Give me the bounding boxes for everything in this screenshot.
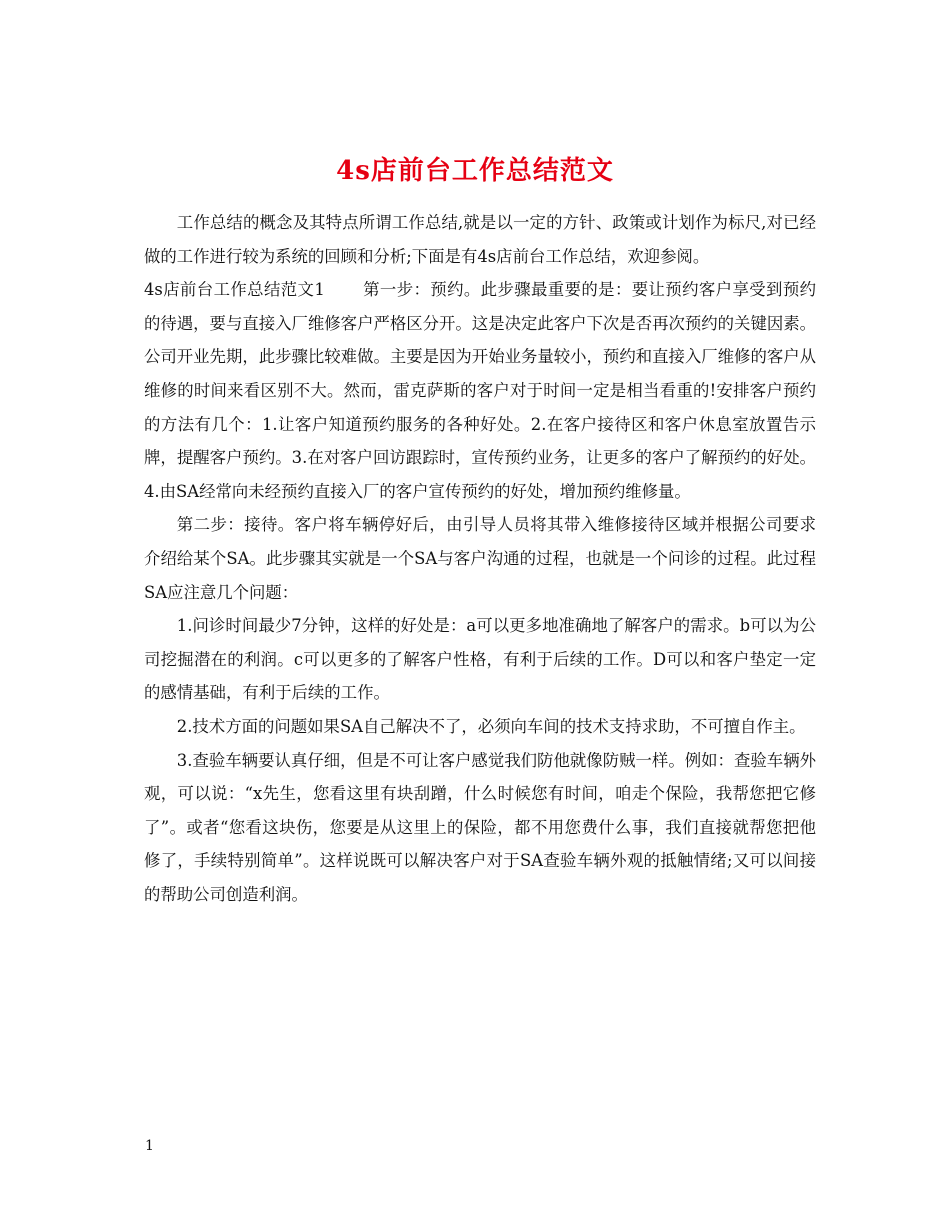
intro-paragraph: 工作总结的概念及其特点所谓工作总结,就是以一定的方针、政策或计划作为标尺,对已经做的工作进行较为系统的回顾和分析;下面是有4s店前台工作总结，欢迎参阅。 [144,213,816,266]
section-heading: 4s店前台工作总结范文1 [144,280,325,300]
point2-paragraph: 2.技术方面的问题如果SA自己解决不了，必须向车间的技术支持求助，不可擅自作主。 [176,716,806,736]
point1-paragraph: 1.问诊时间最少7分钟，这样的好处是：a可以更多地准确地了解客户的需求。b可以为公司挖掘潜在的利润。c可以更多的了解客户性格，有利于后续的工作。D可以和客户垫定一定的感情基础，有利于后续的工作。 [144,616,816,703]
step1-text: 第一步：预约。此步骤最重要的是：要让预约客户享受到预约的待遇，要与直接入厂维修客户严格区分开。这是决定此客户下次是否再次预约的关键因素。公司开业先期，此步骤比较难做。主要是因为开始业务量较小，预约和直接入厂维修的客户从维修的时间来看区别不大。然而，雷克萨斯的客户对于时间一定是相当看重的!安排客户预约的方法有几个：1.让客户知道预约服务的各种好处。2.在客户接待区和客户休息室放置告示牌，提醒客户预约。3.在对客户回访跟踪时，宣传预约业务，让更多的客户了解预约的好处。4.由SA经常向未经预约直接入厂的客户宣传预约的好处，增加预约维修量。 [144,280,817,501]
step1-paragraph [144,273,816,508]
step2-paragraph: 第二步：接待。客户将车辆停好后，由引导人员将其带入维修接待区域并根据公司要求介绍给某个SA。此步骤其实就是一个SA与客户沟通的过程，也就是一个问诊的过程。此过程SA应注意几个问题： [144,515,816,602]
page-number: 1 [145,1138,154,1154]
document-body [144,206,816,911]
point3-paragraph: 3.查验车辆要认真仔细，但是不可让客户感觉我们防他就像防贼一样。例如：查验车辆外观，可以说：“x先生，您看这里有块刮蹭，什么时候您有时间，咱走个保险，我帮您把它修了”。或者“您看这块伤，您要是从这里上的保险，都不用您费什么事，我们直接就帮您把他修了，手续特别简单”。这样说既可以解决客户对于SA查验车辆外观的抵触情绪;又可以间接的帮助公司创造利润。 [144,750,816,904]
page-title: 4s店前台工作总结范文 [336,156,614,187]
